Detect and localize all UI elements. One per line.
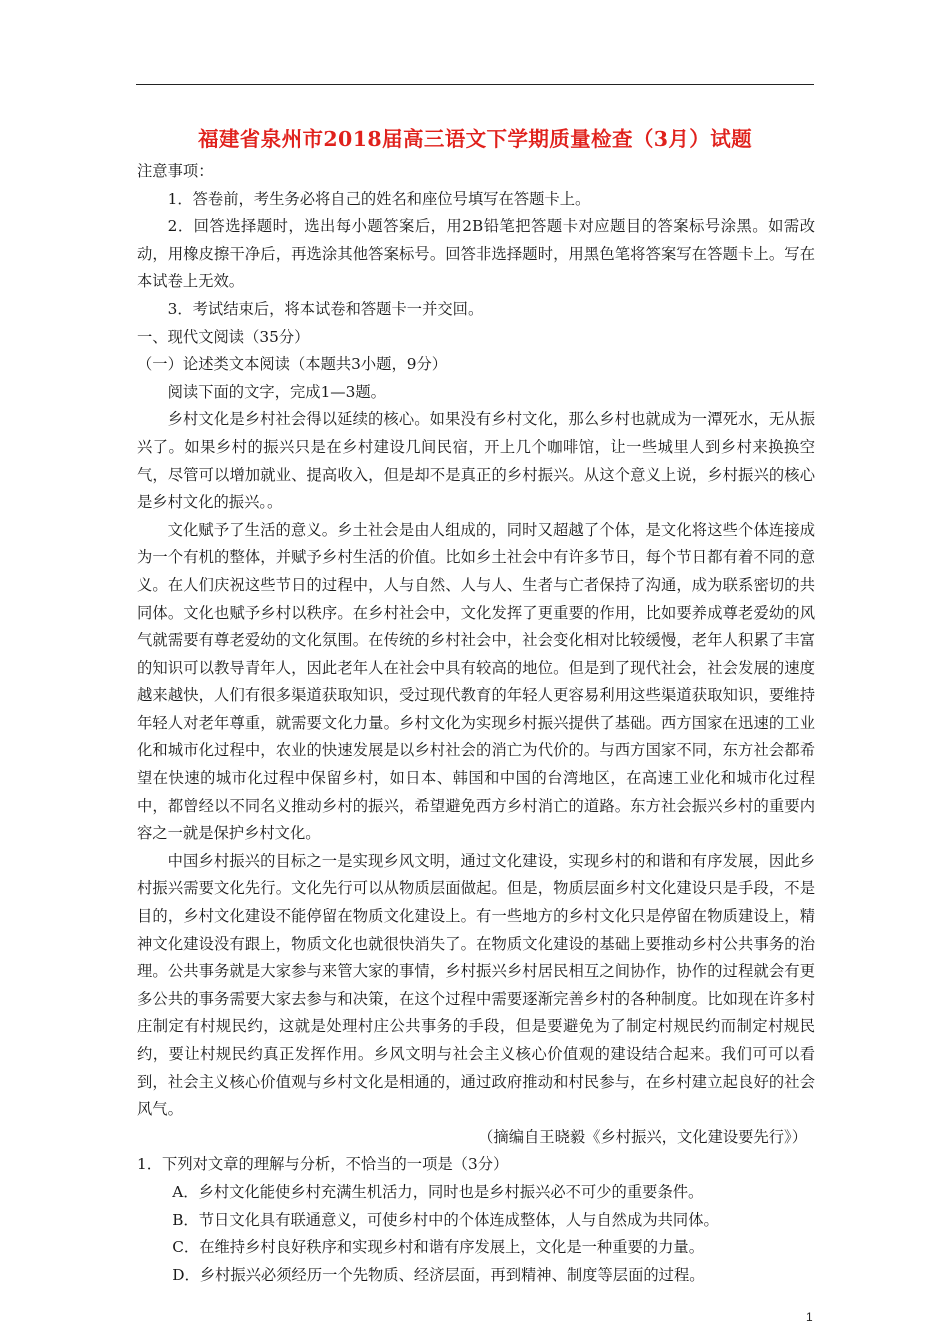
document-title: 福建省泉州市2018届高三语文下学期质量检查（3月）试题 — [197, 127, 753, 151]
notice-item: 2．回答选择题时，选出每小题答案后，用2B铅笔把答题卡对应题目的答案标号涂黑。如需改动，用橡皮擦干净后，再选涂其他答案标号。回答非选择题时，用黑色笔将答案写在答题卡上。写在本试卷上无效。 — [137, 217, 815, 291]
notice-heading: 注意事项： — [137, 162, 214, 180]
article-paragraph: 文化赋予了生活的意义。乡土社会是由人组成的，同时又超越了个体，是文化将这些个体连接成为一个有机的整体，并赋予乡村生活的价值。比如乡土社会中有许多节日，每个节日都有着不同的意义。在人们庆祝这些节日的过程中，人与自然、人与人、生者与亡者保持了沟通，成为联系密切的共同体。文化也赋予乡村以秩序。在乡村社会中，文化发挥了更重要的作用，比如要养成尊老爱幼的风气就需要有尊老爱幼的文化氛围。在传统的乡村社会中，社会变化相对比较缓慢，老年人积累了丰富的知识可以教导青年人，因此老年人在社会中具有较高的地位。但是到了现代社会，社会发展的速度越来越快，人们有很多渠道获取知识，受过现代教育的年轻人更容易利用这些渠道获取知识，要维持年轻人对老年尊重，就需要文化力量。乡村文化为实现乡村振兴提供了基础。西方国家在迅速的工业化和城市化过程中，农业的快速发展是以乡村社会的消亡为代价的。与西方国家不同，东方社会都希望在快速的城市化过程中保留乡村，如日本、韩国和中国的台湾地区，在高速工业化和城市化过程中，都曾经以不同名义推动乡村的振兴，希望避免西方乡村消亡的道路。东方社会振兴乡村的重要内容之一就是保护乡村文化。 — [137, 520, 815, 843]
article-paragraph: 乡村文化是乡村社会得以延续的核心。如果没有乡村文化，那么乡村也就成为一潭死水，无从振兴了。如果乡村的振兴只是在乡村建设几间民宿，开上几个咖啡馆，让一些城里人到乡村来换换空气，尽管可以增加就业、提高收入，但是却不是真正的乡村振兴。从这个意义上说，乡村振兴的核心是乡村文化的振兴。。 — [137, 410, 815, 512]
reading-instruction: 阅读下面的文字，完成1—3题。 — [167, 382, 386, 401]
question-stem: 1．下列对文章的理解与分析，不恰当的一项是（3分） — [137, 1155, 509, 1174]
article-paragraph: 中国乡村振兴的目标之一是实现乡风文明，通过文化建设，实现乡村的和谐和有序发展，因此乡村振兴需要文化先行。文化先行可以从物质层面做起。但是，物质层面乡村文化建设只是手段，不是目的，乡村文化建设不能停留在物质文化建设上。有一些地方的乡村文化只是停留在物质建设上，精神文化建设没有跟上，物质文化也就很快消失了。在物质文化建设的基础上要推动乡村公共事务的治理。公共事务就是大家参与来管大家的事情，乡村振兴乡村居民相互之间协作，协作的过程就会有更多公共的事务需要大家去参与和决策，在这个过程中需要逐渐完善乡村的各种制度。比如现在许多村庄制定有村规民约，这就是处理村庄公共事务的手段，但是要避免为了制定村规民约而制定村规民约，要让村规民约真正发挥作用。乡风文明与社会主义核心价值观的建设结合起来。我们可可以看到，社会主义核心价值观与乡村文化是相通的，通过政府推动和村民参与，在乡村建立起良好的社会风气。 — [137, 851, 815, 1119]
article-source: （摘编自王晓毅《乡村振兴，文化建设要先行》） — [478, 1127, 807, 1146]
subsection-heading: （一）论述类文本阅读（本题共3小题，9分） — [137, 355, 448, 374]
notice-item: 1．答卷前，考生务必将自己的姓名和座位号填写在答题卡上。 — [167, 189, 591, 208]
page-number: 1 — [806, 1310, 813, 1324]
question-option-d: D．乡村振兴必须经历一个先物质、经济层面，再到精神、制度等层面的过程。 — [172, 1265, 705, 1284]
section-heading: 一、现代文阅读（35分） — [137, 327, 310, 346]
header-rule — [136, 84, 814, 85]
question-option-a: A．乡村文化能使乡村充满生机活力，同时也是乡村振兴必不可少的重要条件。 — [172, 1182, 704, 1201]
notice-item: 3．考试结束后，将本试卷和答题卡一并交回。 — [167, 299, 484, 318]
question-option-b: B．节日文化具有联通意义，可使乡村中的个体连成整体，人与自然成为共同体。 — [172, 1210, 719, 1229]
question-option-c: C．在维持乡村良好秩序和实现乡村和谐有序发展上，文化是一种重要的力量。 — [172, 1238, 704, 1257]
document-body — [137, 158, 815, 1289]
